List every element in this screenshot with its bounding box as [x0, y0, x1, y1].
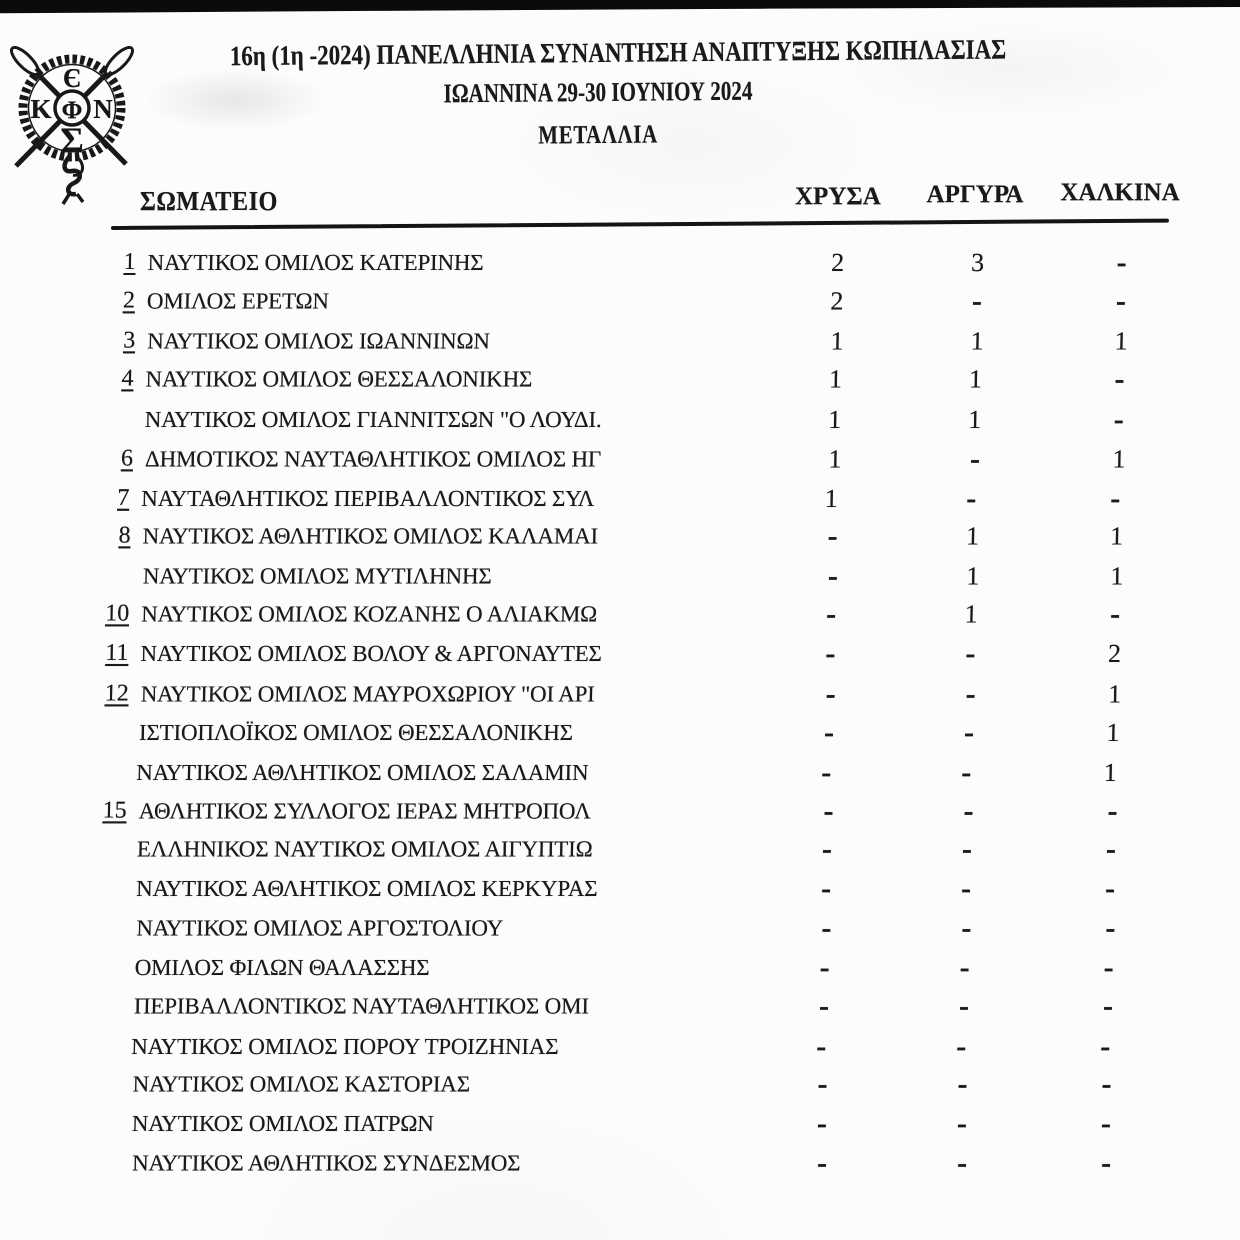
- row-rank: [0, 557, 131, 596]
- table-row: [0, 753, 1229, 792]
- column-header-club: ΣΩΜΑΤΕΙΟ: [140, 186, 278, 216]
- row-gold-count: -: [820, 872, 832, 906]
- table-row: [0, 1144, 1224, 1183]
- table-row: [0, 557, 1235, 596]
- row-silver-count: -: [958, 989, 970, 1023]
- row-club-name: ΝΑΥΤΙΚΟΣ ΑΘΛΗΤΙΚΟΣ ΟΜΙΛΟΣ ΚΑΛΑΜΑΙ: [142, 523, 599, 549]
- logo-letter-sigma: Σ: [60, 120, 84, 160]
- row-club-name: ΝΑΥΤΙΚΟΣ ΟΜΙΛΟΣ ΠΑΤΡΩΝ: [131, 1111, 434, 1137]
- row-gold-count: -: [820, 755, 832, 789]
- row-silver-count: -: [956, 1146, 968, 1180]
- row-rank: 15: [102, 797, 127, 824]
- table-row: [0, 479, 1234, 518]
- header-divider-line: [111, 219, 1169, 230]
- row-gold-count: 1: [828, 364, 843, 394]
- page-subtitle-medals: ΜΕΤΑΛΛΙΑ: [537, 119, 658, 150]
- row-club-name: ΝΑΥΤΙΚΟΣ ΑΘΛΗΤΙΚΟΣ ΣΥΝΔΕΣΜΟΣ: [131, 1150, 521, 1176]
- row-club-name: ΝΑΥΤΙΚΟΣ ΟΜΙΛΟΣ ΚΑΤΕΡΙΝΗΣ: [147, 250, 484, 275]
- row-gold-count: -: [816, 1146, 828, 1180]
- row-club-name: ΟΜΙΛΟΣ ΦΙΛΩΝ ΘΑΛΑΣΣΗΣ: [134, 954, 430, 980]
- row-rank: 11: [105, 640, 129, 667]
- table-row: [0, 282, 1239, 321]
- row-bronze-count: 1: [1109, 521, 1124, 551]
- row-rank: 2: [122, 287, 136, 314]
- row-bronze-count: -: [1114, 362, 1125, 396]
- row-bronze-count: 1: [1106, 717, 1120, 747]
- row-bronze-count: -: [1115, 284, 1127, 318]
- row-gold-count: -: [827, 519, 838, 553]
- row-silver-count: -: [960, 755, 972, 789]
- row-silver-count: -: [956, 1107, 968, 1141]
- row-gold-count: -: [815, 1029, 827, 1063]
- row-club-name: ΟΜΙΛΟΣ ΕΡΕΤΩΝ: [146, 288, 329, 314]
- table-row: [0, 713, 1231, 752]
- row-bronze-count: 1: [1103, 757, 1118, 787]
- row-rank: 6: [120, 445, 134, 472]
- row-silver-count: 1: [968, 364, 983, 394]
- row-silver-count: -: [961, 911, 972, 945]
- row-silver-count: -: [965, 637, 976, 671]
- row-gold-count: -: [816, 1107, 828, 1141]
- table-row: [0, 674, 1233, 713]
- row-club-name: ΝΑΥΤΙΚΟΣ ΟΜΙΛΟΣ ΓΙΑΝΝΙΤΣΩΝ "Ο ΛΟΥΔΙ.: [144, 406, 602, 432]
- row-rank: 10: [104, 600, 130, 627]
- row-rank: [0, 713, 127, 752]
- row-bronze-count: -: [1102, 989, 1114, 1023]
- row-gold-count: 1: [828, 404, 842, 434]
- row-bronze-count: -: [1107, 794, 1118, 828]
- table-row: [0, 439, 1237, 478]
- row-club-name: ΝΑΥΤΙΚΟΣ ΟΜΙΛΟΣ ΜΑΥΡΟΧΩΡΙΟΥ "ΟΙ ΑΡΙ: [140, 680, 595, 706]
- row-bronze-count: 1: [1107, 678, 1122, 708]
- row-gold-count: -: [825, 637, 836, 671]
- rowing-federation-logo: [2, 42, 144, 210]
- table-row: [0, 986, 1226, 1025]
- row-silver-count: -: [955, 1029, 967, 1063]
- row-gold-count: -: [827, 559, 839, 593]
- row-silver-count: -: [969, 442, 981, 476]
- table-row: [0, 869, 1229, 908]
- table-row: [0, 1027, 1224, 1066]
- row-club-name: ΝΑΥΤΙΚΟΣ ΟΜΙΛΟΣ ΚΑΣΤΟΡΙΑΣ: [132, 1071, 471, 1097]
- rope-knot: [63, 156, 83, 204]
- row-silver-count: -: [971, 284, 983, 318]
- row-gold-count: -: [821, 911, 832, 945]
- row-silver-count: -: [965, 676, 977, 710]
- row-silver-count: -: [963, 715, 975, 749]
- table-row: [0, 1104, 1224, 1143]
- table-row: [0, 400, 1237, 439]
- row-gold-count: -: [825, 676, 837, 710]
- row-silver-count: 1: [966, 561, 980, 591]
- row-bronze-count: 1: [1110, 561, 1124, 591]
- row-club-name: ΙΣΤΙΟΠΛΟΪΚΟΣ ΟΜΙΛΟΣ ΘΕΣΣΑΛΟΝΙΚΗΣ: [138, 719, 574, 745]
- row-club-name: ΑΘΛΗΤΙΚΟΣ ΣΥΛΛΟΓΟΣ ΙΕΡΑΣ ΜΗΤΡΟΠΟΛ: [138, 798, 591, 824]
- row-bronze-count: -: [1113, 402, 1125, 436]
- row-silver-count: -: [957, 1067, 968, 1101]
- crossed-oars-emblem-icon: [2, 42, 144, 210]
- logo-letter-epsilon: Є: [62, 63, 82, 93]
- row-rank: [0, 869, 125, 908]
- row-gold-count: 1: [830, 326, 844, 356]
- column-header-bronze: ΧΑΛΚΙΝΑ: [1060, 179, 1180, 206]
- table-row: [0, 360, 1238, 399]
- logo-letter-phi: Φ: [61, 97, 83, 124]
- row-club-name: ΔΗΜΟΤΙΚΟΣ ΝΑΥΤΑΘΛΗΤΙΚΟΣ ΟΜΙΛΟΣ ΗΓ: [144, 446, 602, 472]
- column-header-gold: ΧΡΥΣΑ: [795, 183, 881, 210]
- row-rank: [0, 909, 125, 948]
- scanner-edge-artifact: [0, 0, 1240, 14]
- row-rank: 1: [123, 249, 136, 275]
- row-gold-count: 1: [828, 444, 842, 474]
- row-gold-count: -: [825, 597, 837, 631]
- row-bronze-count: -: [1100, 1146, 1112, 1180]
- row-gold-count: -: [819, 950, 831, 984]
- row-gold-count: -: [821, 832, 833, 866]
- row-silver-count: -: [959, 950, 971, 984]
- row-gold-count: 1: [824, 483, 839, 513]
- row-gold-count: 2: [830, 286, 844, 316]
- row-club-name: ΝΑΥΤΙΚΟΣ ΟΜΙΛΟΣ ΒΟΛΟΥ & ΑΡΓΟΝΑΥΤΕΣ: [140, 641, 602, 667]
- row-silver-count: 1: [964, 599, 978, 629]
- table-row: [0, 791, 1231, 830]
- row-rank: [0, 400, 133, 439]
- document-header: [145, 34, 1051, 154]
- row-club-name: ΝΑΥΤΙΚΟΣ ΟΜΙΛΟΣ ΑΡΓΟΣΤΟΛΙΟΥ: [136, 915, 504, 941]
- table-row: [0, 322, 1240, 361]
- row-silver-count: 1: [965, 521, 980, 551]
- row-rank: [0, 1144, 120, 1183]
- row-rank: 7: [117, 484, 130, 511]
- row-bronze-count: -: [1100, 1107, 1112, 1141]
- row-silver-count: -: [963, 794, 974, 828]
- table-row: [0, 595, 1234, 634]
- row-gold-count: 2: [830, 248, 845, 277]
- page-title: 16η (1η -2024) ΠΑΝΕΛΛΗΝΙΑ ΣΥΝΑΝΤΗΣΗ ΑΝΑΠΤΥΞΗΣ ΚΩΠΗΛΑΣΙΑΣ: [229, 34, 1007, 73]
- row-rank: 8: [118, 522, 131, 549]
- row-club-name: ΝΑΥΤΙΚΟΣ ΑΘΛΗΤΙΚΟΣ ΟΜΙΛΟΣ ΚΕΡΚΥΡΑΣ: [135, 876, 598, 902]
- row-gold-count: -: [817, 1067, 828, 1101]
- row-gold-count: -: [818, 989, 830, 1023]
- column-header-silver: ΑΡΓΥΡΑ: [926, 181, 1024, 208]
- row-club-name: ΝΑΥΤΙΚΟΣ ΟΜΙΛΟΣ ΘΕΣΣΑΛΟΝΙΚΗΣ: [145, 366, 533, 392]
- logo-letter-nu: Ν: [93, 94, 113, 124]
- row-bronze-count: -: [1116, 246, 1127, 279]
- row-bronze-count: -: [1105, 832, 1117, 866]
- row-rank: [0, 1104, 120, 1143]
- row-silver-count: 3: [970, 248, 985, 277]
- row-rank: [0, 1064, 121, 1103]
- row-club-name: ΠΕΡΙΒΑΛΛΟΝΤΙΚΟΣ ΝΑΥΤΑΘΛΗΤΙΚΟΣ ΟΜΙ: [133, 993, 590, 1019]
- row-bronze-count: 1: [1112, 444, 1126, 474]
- row-club-name: ΝΑΥΤΙΚΟΣ ΑΘΛΗΤΙΚΟΣ ΟΜΙΛΟΣ ΣΑΛΑΜΙΝ: [136, 759, 589, 785]
- row-bronze-count: -: [1110, 481, 1121, 515]
- row-bronze-count: -: [1104, 872, 1116, 906]
- row-rank: [0, 986, 122, 1025]
- row-rank: [0, 948, 123, 987]
- row-rank: 3: [122, 327, 136, 354]
- row-rank: 12: [104, 679, 129, 706]
- row-rank: [0, 1027, 120, 1066]
- page-subtitle-location-date: ΙΩΑΝΝΙΝΑ 29-30 ΙΟΥΝΙΟΥ 2024: [442, 75, 753, 109]
- row-bronze-count: -: [1103, 950, 1115, 984]
- row-bronze-count: -: [1101, 1067, 1112, 1101]
- row-bronze-count: -: [1099, 1029, 1111, 1063]
- row-silver-count: 1: [970, 326, 984, 356]
- table-row: [0, 948, 1227, 987]
- table-row: [0, 516, 1235, 555]
- row-rank: 4: [121, 365, 134, 392]
- row-silver-count: -: [961, 832, 973, 866]
- row-club-name: ΝΑΥΤΑΘΛΗΤΙΚΟΣ ΠΕΡΙΒΑΛΛΟΝΤΙΚΟΣ ΣΥΛ: [141, 485, 595, 511]
- row-club-name: ΕΛΛΗΝΙΚΟΣ ΝΑΥΤΙΚΟΣ ΟΜΙΛΟΣ ΑΙΓΥΠΤΙΩ: [136, 836, 593, 862]
- row-silver-count: -: [966, 481, 977, 515]
- table-body: [0, 243, 1240, 1182]
- table-row: [0, 1064, 1225, 1103]
- row-gold-count: -: [823, 794, 834, 828]
- table-row: [0, 243, 1240, 282]
- row-club-name: ΝΑΥΤΙΚΟΣ ΟΜΙΛΟΣ ΚΟΖΑΝΗΣ Ο ΑΛΙΑΚΜΩ: [140, 601, 598, 627]
- row-bronze-count: 2: [1107, 639, 1122, 669]
- table-row: [0, 634, 1233, 673]
- row-silver-count: 1: [968, 404, 982, 434]
- row-bronze-count: -: [1105, 911, 1116, 945]
- row-club-name: ΝΑΥΤΙΚΟΣ ΟΜΙΛΟΣ ΠΟΡΟΥ ΤΡΟΙΖΗΝΙΑΣ: [131, 1033, 559, 1059]
- table-row: [0, 830, 1229, 869]
- row-rank: [0, 753, 125, 792]
- row-gold-count: -: [823, 715, 835, 749]
- row-club-name: ΝΑΥΤΙΚΟΣ ΟΜΙΛΟΣ ΜΥΤΙΛΗΝΗΣ: [142, 563, 492, 589]
- logo-letter-kappa: Κ: [30, 94, 52, 124]
- row-silver-count: -: [960, 872, 972, 906]
- row-club-name: ΝΑΥΤΙΚΟΣ ΟΜΙΛΟΣ ΙΩΑΝΝΙΝΩΝ: [146, 328, 491, 354]
- table-row: [0, 909, 1229, 948]
- row-bronze-count: 1: [1114, 326, 1128, 356]
- row-bronze-count: -: [1109, 597, 1121, 631]
- row-rank: [0, 830, 125, 869]
